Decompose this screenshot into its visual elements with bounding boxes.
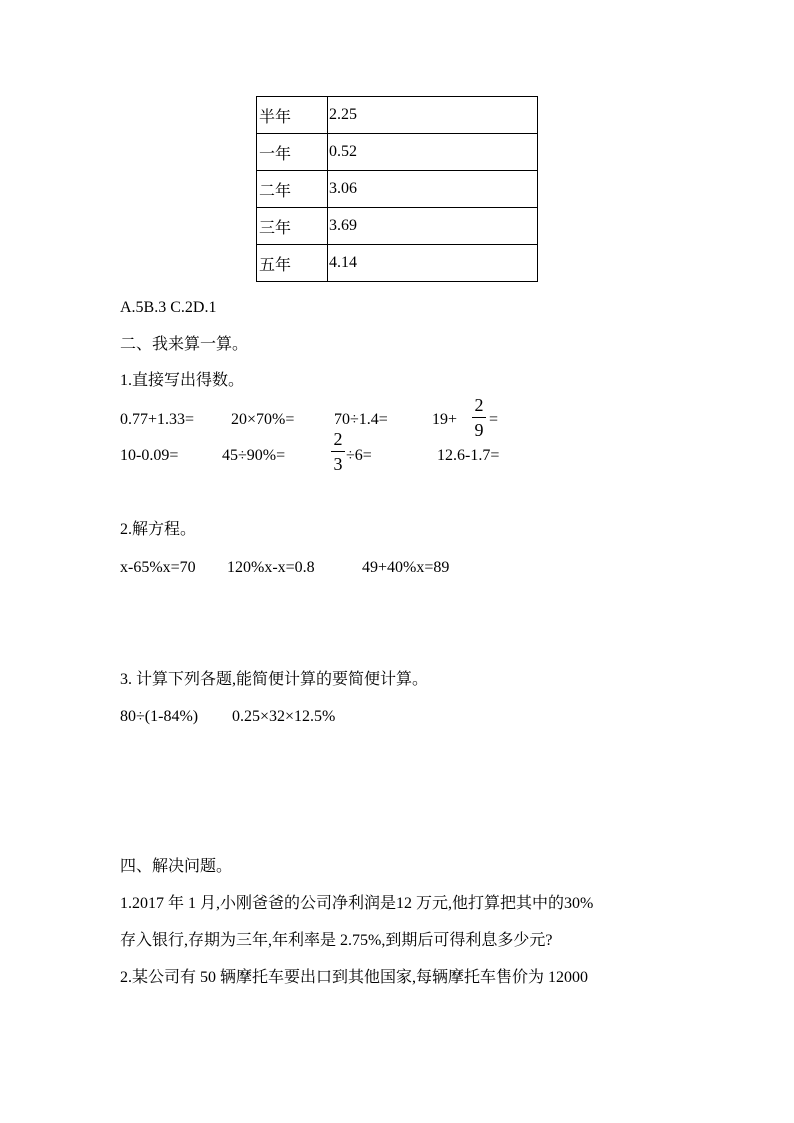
rate-cell: 3.06: [328, 171, 538, 208]
equation: 120%x-x=0.8: [227, 559, 315, 576]
calc-item: 70÷1.4=: [334, 411, 388, 428]
term-cell: 一年: [257, 134, 328, 171]
fraction-numerator: 2: [474, 395, 484, 415]
equation: 49+40%x=89: [362, 559, 450, 576]
section4-heading: 四、解决问题。: [120, 858, 233, 875]
equation: x-65%x=70: [120, 559, 196, 576]
problem2-line1: 2.某公司有 50 辆摩托车要出口到其他国家,每辆摩托车售价为 12000: [120, 969, 589, 986]
fraction-numerator: 2: [333, 429, 343, 449]
calc-item: 10-0.09=: [120, 447, 179, 464]
q1-title: 1.直接写出得数。: [120, 372, 245, 389]
rate-cell: 2.25: [328, 97, 538, 134]
calc-item: 19+: [432, 411, 458, 428]
fraction-two-ninths: [472, 396, 486, 439]
table-row: [257, 245, 538, 282]
expression: 0.25×32×12.5%: [232, 708, 336, 725]
expression: 80÷(1-84%): [120, 708, 199, 725]
table-row: [257, 208, 538, 245]
calc-equals: =: [489, 411, 499, 428]
answer-options: A.5B.3 C.2D.1: [120, 299, 217, 316]
table-row: [257, 171, 538, 208]
calc-item: 12.6-1.7=: [437, 447, 500, 464]
table-row: [257, 97, 538, 134]
q3-title: 3. 计算下列各题,能简便计算的要简便计算。: [120, 671, 429, 688]
rate-cell: 0.52: [328, 134, 538, 171]
fraction-denominator: 3: [333, 454, 343, 474]
interest-rate-table: [256, 96, 538, 282]
calc-item: 0.77+1.33=: [120, 411, 195, 428]
fraction-bar: [472, 417, 486, 418]
problem1-line2: 存入银行,存期为三年,年利率是 2.75%,到期后可得利息多少元?: [120, 932, 553, 949]
problem1-line1: 1.2017 年 1 月,小刚爸爸的公司净利润是12 万元,他打算把其中的30%: [120, 895, 594, 912]
term-cell: 五年: [257, 245, 328, 282]
rate-cell: 4.14: [328, 245, 538, 282]
term-cell: 三年: [257, 208, 328, 245]
section2-heading: 二、我来算一算。: [120, 336, 249, 353]
calc-item: 20×70%=: [231, 411, 295, 428]
term-cell: 半年: [257, 97, 328, 134]
fraction-denominator: 9: [474, 420, 484, 440]
calc-item: 45÷90%=: [222, 447, 286, 464]
rate-cell: 3.69: [328, 208, 538, 245]
fraction-two-thirds: [331, 430, 345, 473]
fraction-bar: [331, 451, 345, 452]
term-cell: 二年: [257, 171, 328, 208]
q2-title: 2.解方程。: [120, 521, 197, 538]
calc-item: ÷6=: [346, 447, 372, 464]
table-row: [257, 134, 538, 171]
